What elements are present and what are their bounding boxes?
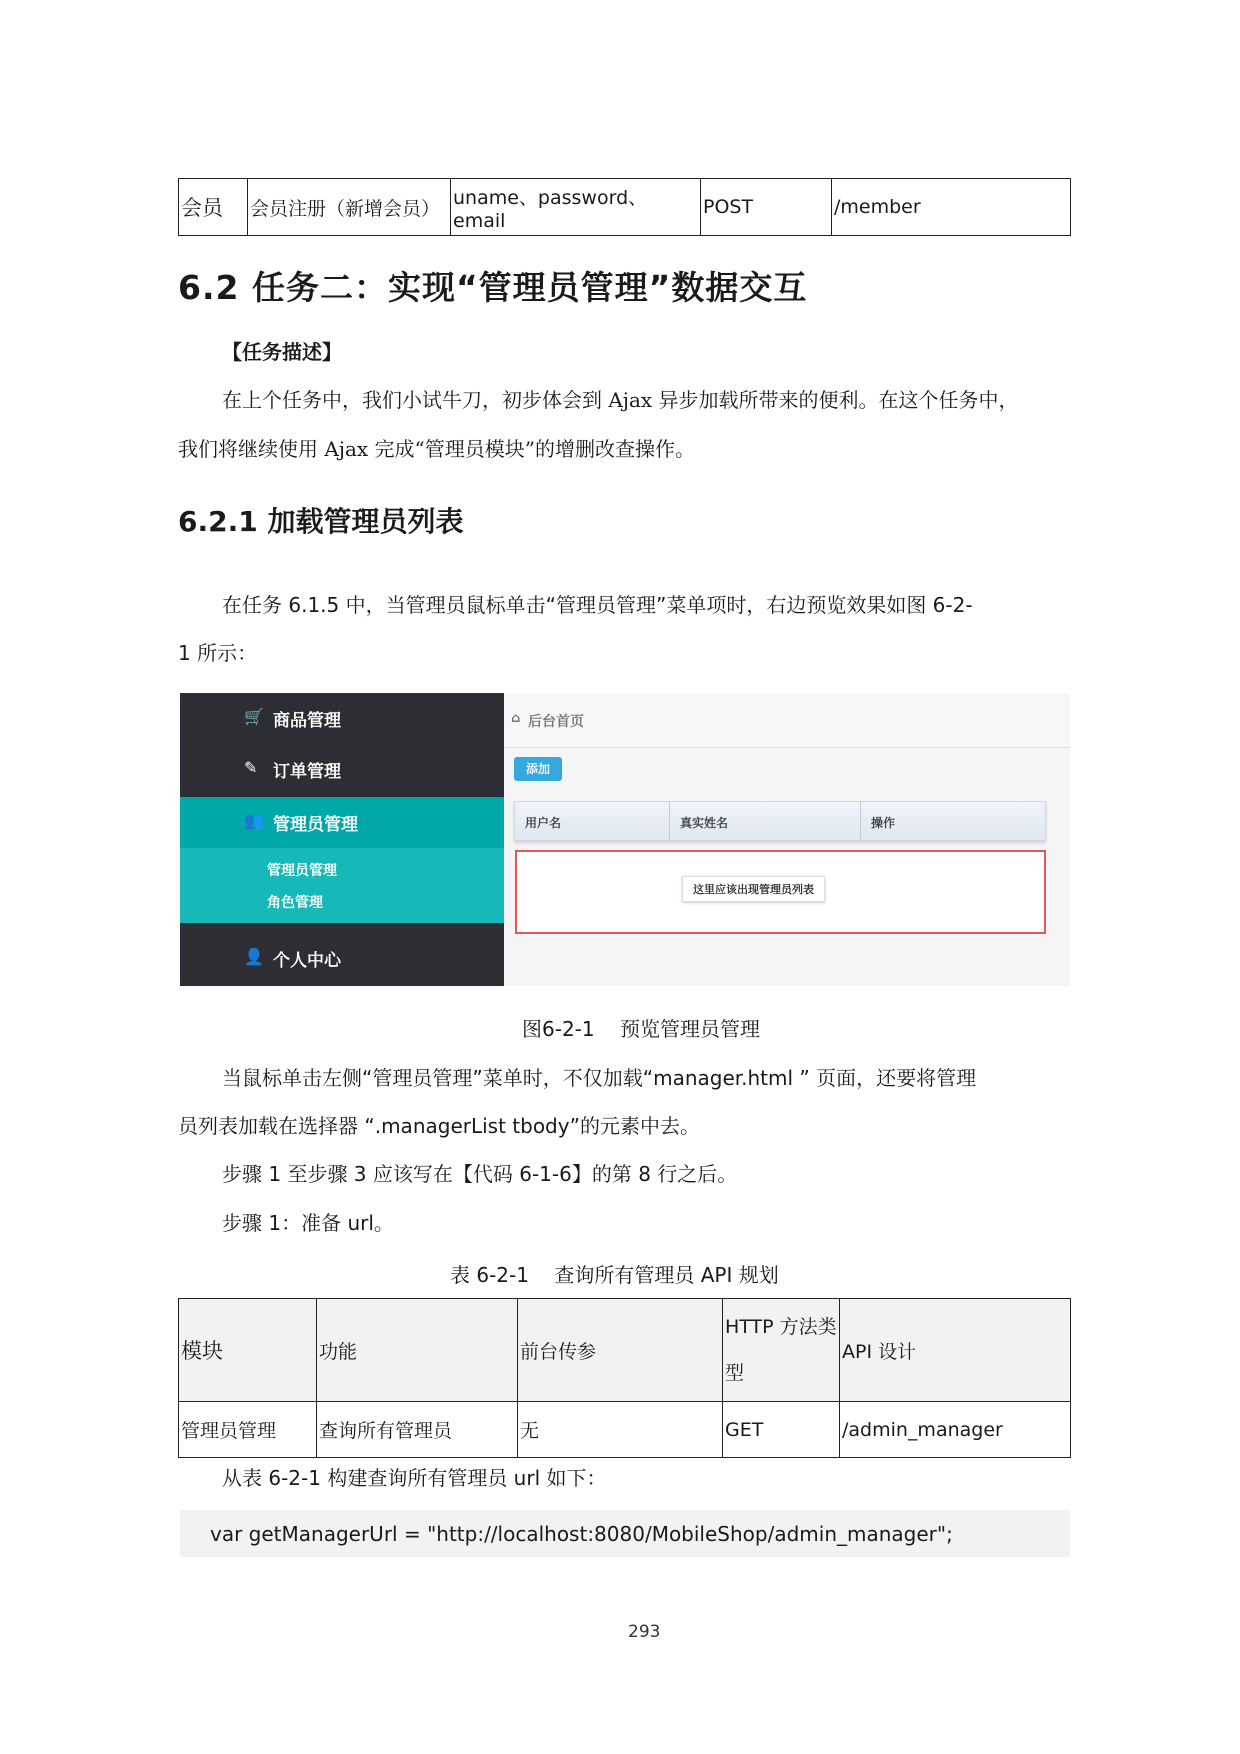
section-heading: 6.2 任务二：实现“管理员管理”数据交互 (178, 268, 808, 307)
add-button[interactable]: 添加 (514, 757, 562, 781)
manager-table-header (514, 801, 1046, 841)
edit-icon: ✎ (244, 758, 258, 777)
users-icon: 👥 (244, 811, 264, 830)
submenu-item-admin[interactable]: 管理员管理 (267, 863, 337, 879)
intro-line-2: 1 所示： (178, 641, 258, 665)
header-module: 模块 (179, 1299, 317, 1402)
menu-label: 个人中心 (273, 951, 341, 971)
member-api-table (178, 178, 1071, 236)
submenu-item-roles[interactable]: 角色管理 (267, 895, 323, 911)
cell-function: 会员注册（新增会员） (248, 179, 451, 236)
cell-module: 会员 (179, 179, 248, 236)
header-params: 前台传参 (518, 1299, 723, 1402)
menu-item-goods[interactable] (180, 693, 504, 743)
after-table-text: 从表 6-2-1 构建查询所有管理员 url 如下： (222, 1466, 607, 1490)
breadcrumb-home[interactable]: 后台首页 (528, 714, 584, 730)
intro-line-1: 在任务 6.1.5 中，当管理员鼠标单击“管理员管理”菜单项时，右边预览效果如图 6-2- (222, 593, 973, 617)
manager-list-area (515, 850, 1046, 934)
cell-module: 管理员管理 (179, 1402, 317, 1458)
subsection-heading: 6.2.1 加载管理员列表 (178, 505, 464, 538)
body-line-1: 当鼠标单击左侧“管理员管理”菜单时，不仅加载“manager.html ” 页面，还要将管理 (222, 1066, 977, 1090)
cell-params: 无 (518, 1402, 723, 1458)
column-username: 用户名 (525, 816, 562, 830)
cell-params: uname、password、email (451, 179, 701, 236)
task-label: 【任务描述】 (222, 340, 342, 364)
cart-icon: 🛒 (244, 707, 264, 726)
cell-method: GET (723, 1402, 840, 1458)
header-method (723, 1299, 840, 1402)
header-method-line-2: 型 (725, 1362, 745, 1384)
cell-function: 查询所有管理员 (317, 1402, 518, 1458)
menu-label: 订单管理 (273, 762, 341, 782)
menu-label: 管理员管理 (273, 815, 358, 835)
user-icon: 👤 (244, 947, 264, 966)
code-line: var getManagerUrl = "http://localhost:8080/MobileShop/admin_manager"; (210, 1522, 953, 1546)
column-actions: 操作 (871, 816, 896, 830)
sidebar (180, 693, 504, 986)
figure-caption: 图6-2-1 预览管理员管理 (522, 1017, 761, 1041)
menu-label: 商品管理 (273, 711, 341, 731)
home-icon[interactable]: ⌂ (511, 711, 521, 726)
header-method-line-1: HTTP 方法类 (725, 1316, 837, 1338)
task-text-line-2: 我们将继续使用 Ajax 完成“管理员模块”的增删改查操作。 (178, 437, 696, 461)
table-title: 表 6-2-1 查询所有管理员 API 规划 (450, 1263, 779, 1287)
header-function: 功能 (317, 1299, 518, 1402)
column-realname: 真实姓名 (680, 816, 729, 830)
header-api: API 设计 (840, 1299, 1071, 1402)
menu-item-profile[interactable] (180, 933, 504, 983)
body-line-3: 步骤 1 至步骤 3 应该写在【代码 6-1-6】的第 8 行之后。 (222, 1162, 738, 1186)
submenu (180, 848, 504, 923)
breadcrumb (504, 693, 1070, 748)
task-text-line-1: 在上个任务中，我们小试牛刀，初步体会到 Ajax 异步加载所带来的便利。在这个任务中， (222, 388, 1019, 412)
admin-preview-screenshot (180, 693, 1070, 986)
body-line-4: 步骤 1：准备 url。 (222, 1211, 394, 1235)
code-block (180, 1510, 1070, 1557)
main-panel (504, 693, 1070, 986)
placeholder-note: 这里应该出现管理员列表 (682, 876, 825, 902)
cell-api: /admin_manager (840, 1402, 1071, 1458)
cell-method: POST (701, 179, 832, 236)
menu-item-admin[interactable] (180, 797, 504, 848)
page-number: 293 (628, 1622, 661, 1642)
body-line-2: 员列表加载在选择器 “.managerList tbody”的元素中去。 (178, 1114, 700, 1138)
cell-api: /member (832, 179, 1071, 236)
menu-item-orders[interactable] (180, 744, 504, 794)
api-plan-table (178, 1298, 1071, 1458)
